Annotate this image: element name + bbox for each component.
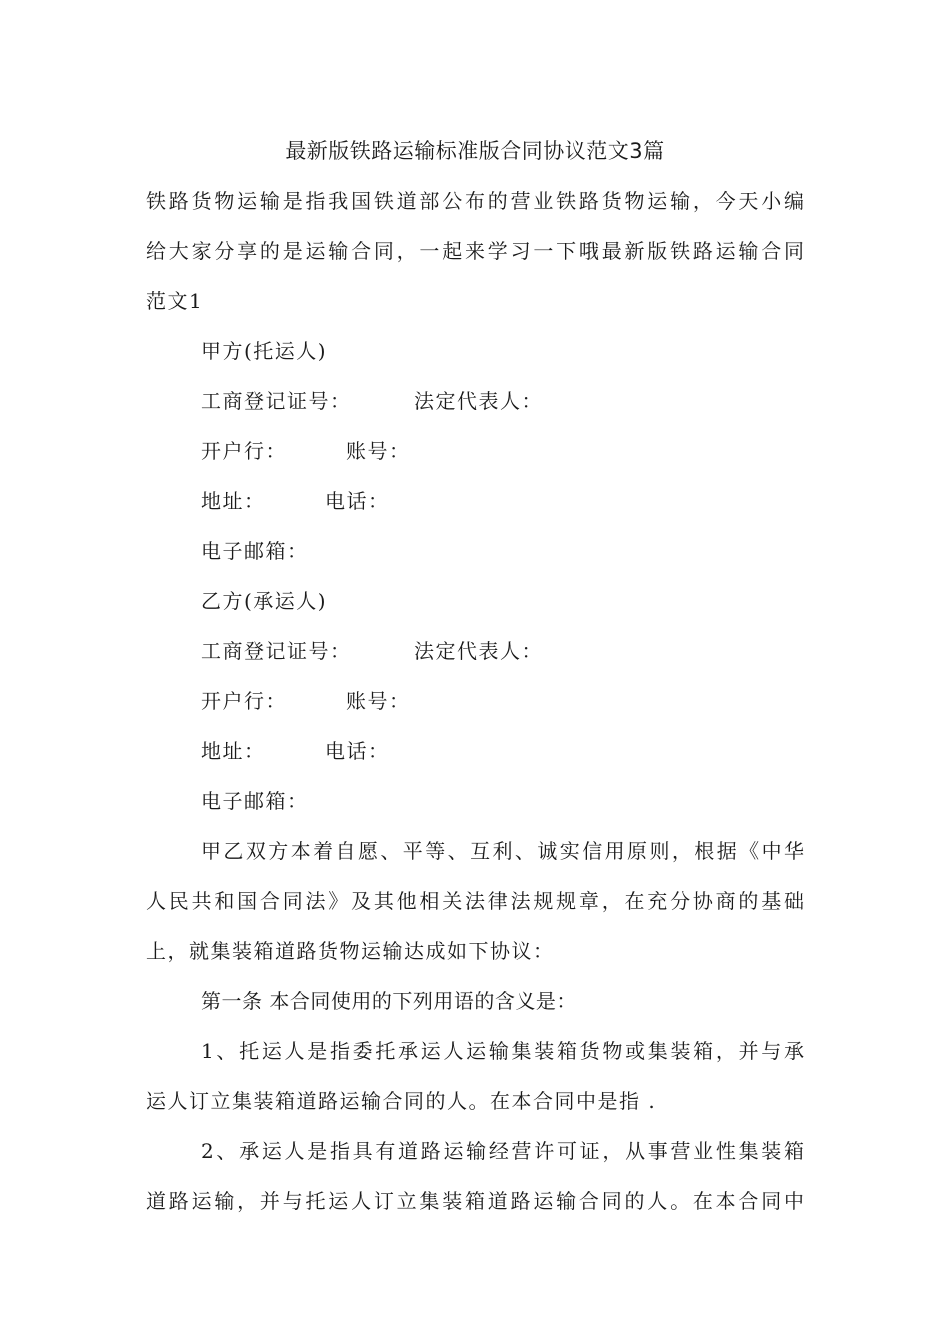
party-a-reg-label: 工商登记证号：: [201, 389, 352, 413]
clause1-line-2: 运人订立集装箱道路运输合同的人。在本合同中是指 .: [146, 1089, 657, 1113]
party-b-address-label: 地址：: [201, 739, 266, 763]
preamble-line-2: 人民共和国合同法》及其他相关法律法规规章，在充分协商的基础: [146, 889, 804, 913]
party-b-rep-label: 法定代表人：: [414, 639, 543, 663]
preamble-line-3: 上，就集装箱道路货物运输达成如下协议：: [146, 939, 555, 963]
article1-heading: 第一条 本合同使用的下列用语的含义是：: [201, 989, 577, 1013]
intro-line-1: 铁路货物运输是指我国铁道部公布的营业铁路货物运输，今天小编: [146, 189, 804, 213]
intro-line-3: 范文1: [146, 289, 204, 313]
clause2-line-1: 2、承运人是指具有道路运输经营许可证，从事营业性集装箱: [201, 1139, 804, 1163]
party-a-address-label: 地址：: [201, 489, 266, 513]
clause2-line-2: 道路运输，并与托运人订立集装箱道路运输合同的人。在本合同中: [146, 1189, 804, 1213]
party-b-phone-label: 电话：: [325, 739, 390, 763]
party-b-bank-label: 开户行：: [201, 689, 287, 713]
party-a-heading: 甲方(托运人): [201, 339, 328, 363]
party-a-rep-label: 法定代表人：: [414, 389, 543, 413]
party-a-account-label: 账号：: [346, 439, 411, 463]
clause1-line-1: 1、托运人是指委托承运人运输集装箱货物或集装箱，并与承: [201, 1039, 804, 1063]
party-b-email-label: 电子邮箱：: [201, 789, 309, 813]
party-b-reg-label: 工商登记证号：: [201, 639, 352, 663]
party-a-email-label: 电子邮箱：: [201, 539, 309, 563]
party-b-account-label: 账号：: [346, 689, 411, 713]
preamble-line-1: 甲乙双方本着自愿、平等、互利、诚实信用原则，根据《中华: [201, 839, 804, 863]
intro-line-2: 给大家分享的是运输合同，一起来学习一下哦最新版铁路运输合同: [146, 239, 804, 263]
party-b-heading: 乙方(承运人): [201, 589, 328, 613]
party-a-phone-label: 电话：: [325, 489, 390, 513]
document-title: 最新版铁路运输标准版合同协议范文3篇: [285, 139, 665, 163]
party-a-bank-label: 开户行：: [201, 439, 287, 463]
